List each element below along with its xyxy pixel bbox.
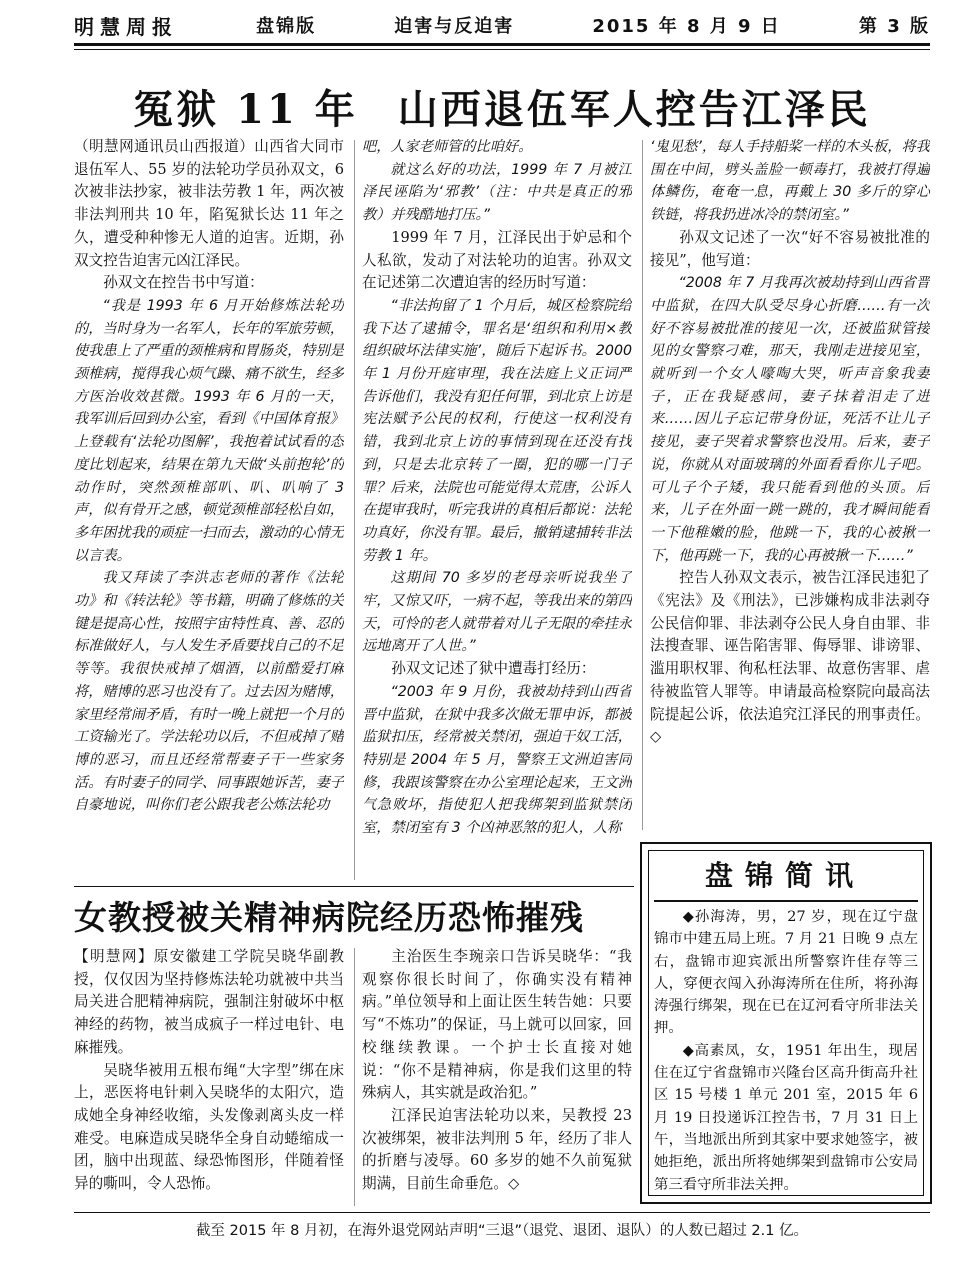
article2-paragraph: 吴晓华被用五根布绳“大字型”绑在床上，恶医将电针刺入吴晓华的太阳穴，造成她全身神经收缩，头发像剥离头皮一样难受。电麻造成吴晓华全身自动蜷缩成一团，脑中出现蓝、绿恐怖图形，伴随着怪异的嘶叫，令人恐怖。 [74,1061,344,1193]
article2-paragraph: 江泽民迫害法轮功以来，吴教授 23 次被绑架，被非法判刑 5 年，经历了非人的折磨与凌辱。60 多岁的她不久前冤狱期满，目前生命垂危。◇ [362,1106,632,1193]
article2-paragraph: 【明慧网】原安徽建工学院吴晓华副教授，仅仅因为坚持修炼法轮功就被中共当局关进合肥精神病院，强制注射破坏中枢神经的药物，被当成疯子一样过电针、电麻摧残。 [74,948,344,1056]
masthead-rule-thick [74,43,930,46]
paper-name: 明慧周报 [74,14,178,39]
article1-quote: “2008 年 7 月我再次被劫持到山西省晋中监狱，在四大队受尽身心折磨……有一次好不容易被批准的接见一次，还被监狱管接见的女警察刁难，那天，我刚走进接见室，就听到一个女人嚎啕大哭，听声音象我妻子，正在我疑惑间，妻子抹着泪走了进来……因儿子忘记带身份证，死活不让儿子接见，妻子哭着求警察也没用。后来，妻子说，你就从对面玻璃的外面看看你儿子吧。可儿子个子矮，我只能看到他的头顶。后来，儿子在外面一跳一跳的，我才瞬间能看一下他稚嫩的脸，他跳一下，我的心被揪一下，他再跳一下，我的心再被揪一下……” [650,275,930,564]
briefs-body [654,906,918,1196]
footer-rule [74,1212,930,1213]
article1-headline-part2: 山西退伍军人控告江泽民 [397,86,871,133]
section-label: 迫害与反迫害 [394,16,515,37]
article1-paragraph: 孙双文记述了狱中遭毒打经历： [391,660,596,678]
article1-paragraph: 控告人孙双文表示，被告江泽民违犯了《宪法》及《刑法》，已涉嫌构成非法剥夺公民信仰罪、非法剥夺公民人身自由罪、非法搜查罪、诬告陷害罪、侮辱罪、诽谤罪、滥用职权罪、徇私枉法罪、故意伤害罪、虐待被监管人罪等。申请最高检察院向最高法院提起公诉，依法追究江泽民的刑事责任。◇ [650,569,930,746]
article-separator [74,886,634,887]
article1-column-1 [74,136,344,882]
brief-item: ◆孙海涛，男，27 岁，现在辽宁盘锦市中建五局上班。7 月 21 日晚 9 点左右，盘锦市迎宾派出所警察许佳存等三人，穿便衣闯入孙海涛所在住所，将孙海涛强行绑架，现在已在辽河看守所非法关押。 [654,909,918,1037]
footer-banner: 截至 2015 年 8 月初，在海外退党网站声明“三退”（退党、退团、退队）的人数已超过 2.1 亿。 [195,1223,809,1239]
article1-quote: 我又拜读了李洪志老师的著作《法轮功》和《转法轮》等书籍，明确了修炼的关键是提高心性，按照宇宙特性真、善、忍的标准做好人，与人发生矛盾要找自己的不足等等。我很快戒掉了烟酒，以前酷爱打麻将，赌博的恶习也没有了。过去因为赌博，家里经常闹矛盾，有时一晚上就把一个月的工资输光了。学法轮功以后，不但戒掉了赌博的恶习，而且还经常帮妻子干一些家务活。有时妻子的同学、同事跟她诉苦，妻子自豪地说，叫你们老公跟我老公炼法轮功 [74,570,344,814]
column-divider [642,140,643,830]
masthead-rule-thin [74,49,930,50]
column-divider [354,948,355,1206]
article2-column-2 [362,946,632,1208]
article1-column-2 [362,136,632,882]
article1-quote: “我是 1993 年 6 月开始修炼法轮功的，当时身为一名军人，长年的军旅劳顿，使我患上了严重的颈椎病和胃肠炎，特别是颈椎病，搅得我心烦气躁、痛不欲生，经多方医治收效甚微。1993 年 6 月的一天，我军训后回到办公室，看到《中国体育报》上登载有‘法轮功图解’，我抱着试试看的态度比划起来，结果在第九天做‘头前抱轮’的动作时，突然颈椎部叭、叭、叭响了 3 声，似有骨开之感，顿觉颈椎部轻松自如，多年困扰我的顽症一扫而去，激动的心情无以言表。 [74,297,344,564]
masthead [74,10,930,62]
article1-quote: 这期间 70 多岁的老母亲听说我坐了牢，又惊又吓，一病不起，等我出来的第四天，可怜的老人就带着对儿子无限的牵挂永远地离开了人世。” [362,570,632,655]
column-divider [354,140,355,880]
edition-label: 盘锦版 [256,16,317,37]
article1-quote: ‘鬼见愁’，每人手持船桨一样的木头板，将我围在中间，劈头盖脸一顿毒打，我被打得遍体鳞伤，奄奄一息，再戴上 30 多斤的穿心铁链，将我扔进冰冷的禁闭室。” [650,139,930,224]
issue-date: 2015 年 8 月 9 日 [592,16,781,37]
article1-paragraph: 1999 年 7 月，江泽民出于妒忌和个人私欲，发动了对法轮功的迫害。孙双文在记述第二次遭迫害的经历时写道： [362,228,632,292]
article1-paragraph: 孙双文在控告书中写道： [103,274,264,292]
article1-paragraph: 孙双文记述了一次“好不容易被批准的接见”，他写道： [650,228,930,269]
article2-paragraph: 主治医生李琬亲口告诉吴晓华：“我观察你很长时间了，你确实没有精神病。”单位领导和上面让医生转告她：只要写“不炼功”的保证，马上就可以回家，回校继续教课。一个护士长直接对她说：“你不是精神病，你是我们这里的特殊病人，其实就是政治犯。” [362,948,632,1102]
brief-item: ◆高素凤，女，1951 年出生，现居住在辽宁省盘锦市兴隆台区高升街高升社区 15 号楼 1 单元 201 室，2015 年 6 月 19 日投递诉江控告书，7 月 31 日上午，当地派出所到其家中要求她签字，被她拒绝，派出所将她绑架到盘锦市公安局第三看守所非法关押。 [654,1042,918,1193]
article1-quote: 吧，人家老师管的比咱好。 [362,139,533,155]
briefs-title-rule [654,900,918,902]
article1-headline-part1: 冤狱 11 年 [133,86,358,133]
article1-headline [74,78,930,132]
article2-headline: 女教授被关精神病院经历恐怖摧残 [74,898,584,937]
article2-column-1 [74,946,344,1208]
page-number: 第 3 版 [858,16,930,37]
article1-lead: （明慧网通讯员山西报道）山西省大同市退伍军人、55 岁的法轮功学员孙双文，6 次被非法抄家，被非法劳教 1 年，两次被非法判刑共 10 年，陷冤狱长达 11 年之久，遭受种种惨无人道的迫害。近期，孙双文控告迫害元凶江泽民。 [74,138,344,269]
article1-quote: 就这么好的功法，1999 年 7 月被江泽民诬陷为‘邪教’（注：中共是真正的邪教）并残酷地打压。” [362,161,632,224]
article1-quote: “2003 年 9 月份，我被劫持到山西省晋中监狱，在狱中我多次做无罪申诉，都被监狱扣压，经常被关禁闭，强迫干奴工活，特别是 2004 年 5 月，警察王文洲迫害同修，我跟该警察在办公室理论起来，王文洲气急败坏，指使犯人把我绑架到监狱禁闭室，禁闭室有 3 个凶神恶煞的犯人，人称 [362,683,632,837]
article1-quote: “非法拘留了 1 个月后，城区检察院给我下达了逮捕令，罪名是‘组织和利用×教组织破坏法律实施’，随后下起诉书。2000 年 1 月份开庭审理，我在法庭上义正词严告诉他们，我没有犯任何罪，到北京上访是宪法赋予公民的权利，行使这一权利没有错，我到北京上访的事情到现在还没有找到，只是去北京转了一圈，犯的哪一门子罪？后来，法院也可能觉得太荒唐，公诉人在提审我时，听完我讲的真相后都说：法轮功真好，你没有罪。最后，撤销逮捕转非法劳教 1 年。 [362,297,632,564]
briefs-title: 盘锦简讯 [704,859,865,892]
masthead-row [74,10,930,40]
article1-column-3 [650,136,930,836]
briefs-box [640,842,932,1204]
